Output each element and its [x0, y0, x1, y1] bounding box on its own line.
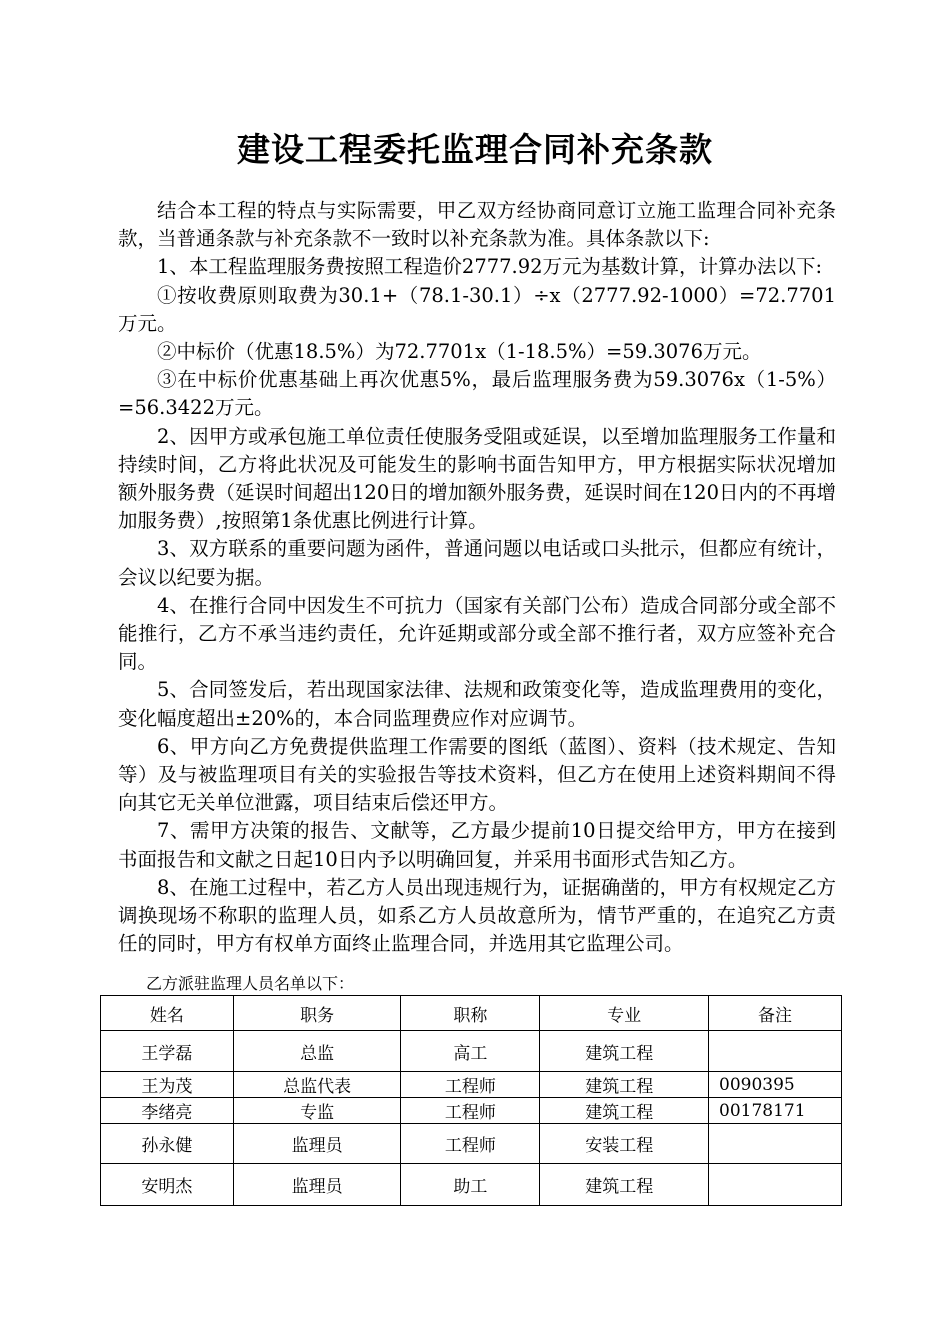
- header-position: 职务: [233, 996, 401, 1031]
- table-caption: 乙方派驻监理人员名单以下：: [146, 974, 355, 993]
- cell-position: 总监代表: [233, 1072, 401, 1098]
- clause-1-item-2: ②中标价（优惠18.5%）为72.7701x（1-18.5%）=59.3076万元。: [157, 340, 762, 364]
- contract-body: [118, 197, 836, 958]
- table-row: [101, 1124, 842, 1164]
- table-row: [101, 1098, 842, 1124]
- table-row: [101, 1031, 842, 1072]
- cell-note: 0090395: [709, 1072, 842, 1098]
- table-row: [101, 1072, 842, 1098]
- cell-major: 建筑工程: [540, 1164, 709, 1206]
- cell-major: 建筑工程: [540, 1072, 709, 1098]
- cell-title: 高工: [401, 1031, 540, 1072]
- cell-name: 王为茂: [101, 1072, 234, 1098]
- cell-title: 工程师: [401, 1098, 540, 1124]
- header-name: 姓名: [101, 996, 234, 1031]
- clause-2: 2、因甲方或承包施工单位责任使服务受阻或延误，以至增加监理服务工作量和持续时间，乙方将此状况及可能发生的影响书面告知甲方，甲方根据实际状况增加额外服务费（延误时间超出120日的增加额外服务费，延误时间在120日内的不再增加服务费）,按照第1条优惠比例进行计算。: [118, 424, 836, 533]
- cell-title: 工程师: [401, 1072, 540, 1098]
- cell-major: 建筑工程: [540, 1031, 709, 1072]
- cell-position: 监理员: [233, 1164, 401, 1206]
- cell-name: 李绪亮: [101, 1098, 234, 1124]
- document-title: 建设工程委托监理合同补充条款: [237, 130, 713, 169]
- intro-paragraph: 结合本工程的特点与实际需要，甲乙双方经协商同意订立施工监理合同补充条款，当普通条款与补充条款不一致时以补充条款为准。具体条款以下:: [118, 199, 836, 251]
- clause-8: 8、在施工过程中，若乙方人员出现违规行为，证据确凿的，甲方有权规定乙方调换现场不称职的监理人员，如系乙方人员故意所为，情节严重的，在追究乙方责任的同时，甲方有权单方面终止监理合同，并选用其它监理公司。: [118, 875, 836, 956]
- cell-position: 专监: [233, 1098, 401, 1124]
- cell-title: 助工: [401, 1164, 540, 1206]
- table-header-row: [101, 996, 842, 1031]
- clause-4: 4、在推行合同中因发生不可抗力（国家有关部门公布）造成合同部分或全部不能推行，乙方不承当违约责任，允许延期或部分或全部不推行者，双方应签补充合同。: [118, 593, 836, 674]
- clause-5: 5、合同签发后，若出现国家法律、法规和政策变化等，造成监理费用的变化，变化幅度超出±20%的，本合同监理费应作对应调节。: [118, 678, 836, 730]
- cell-note: 00178171: [709, 1098, 842, 1124]
- cell-note: [709, 1124, 842, 1164]
- clause-6: 6、甲方向乙方免费提供监理工作需要的图纸（蓝图）、资料（技术规定、告知等）及与被监理项目有关的实验报告等技术资料，但乙方在使用上述资料期间不得向其它无关单位泄露，项目结束后偿还甲方。: [118, 734, 836, 815]
- clause-7: 7、需甲方决策的报告、文献等，乙方最少提前10日提交给甲方，甲方在接到书面报告和文献之日起10日内予以明确回复，并采用书面形式告知乙方。: [118, 819, 836, 871]
- cell-note: [709, 1031, 842, 1072]
- clause-3: 3、双方联系的重要问题为函件，普通问题以电话或口头批示，但都应有统计，会议以纪要为据。: [118, 537, 836, 589]
- table-row: [101, 1164, 842, 1206]
- cell-title: 工程师: [401, 1124, 540, 1164]
- cell-position: 监理员: [233, 1124, 401, 1164]
- cell-note: [709, 1164, 842, 1206]
- cell-name: 孙永健: [101, 1124, 234, 1164]
- clause-1-item-3: ③在中标价优惠基础上再次优惠5%，最后监理服务费为59.3076x（1-5%）=56.3422万元。: [118, 368, 836, 420]
- cell-major: 建筑工程: [540, 1098, 709, 1124]
- staff-table: [100, 995, 842, 1206]
- clause-1-item-1: ①按收费原则取费为30.1+（78.1-30.1）÷x（2777.92-1000）=72.7701万元。: [118, 283, 836, 335]
- clause-1: 1、本工程监理服务费按照工程造价2777.92万元为基数计算，计算办法以下:: [157, 255, 823, 279]
- header-note: 备注: [709, 996, 842, 1031]
- cell-name: 王学磊: [101, 1031, 234, 1072]
- cell-position: 总监: [233, 1031, 401, 1072]
- header-major: 专业: [540, 996, 709, 1031]
- header-title: 职称: [401, 996, 540, 1031]
- cell-name: 安明杰: [101, 1164, 234, 1206]
- cell-major: 安装工程: [540, 1124, 709, 1164]
